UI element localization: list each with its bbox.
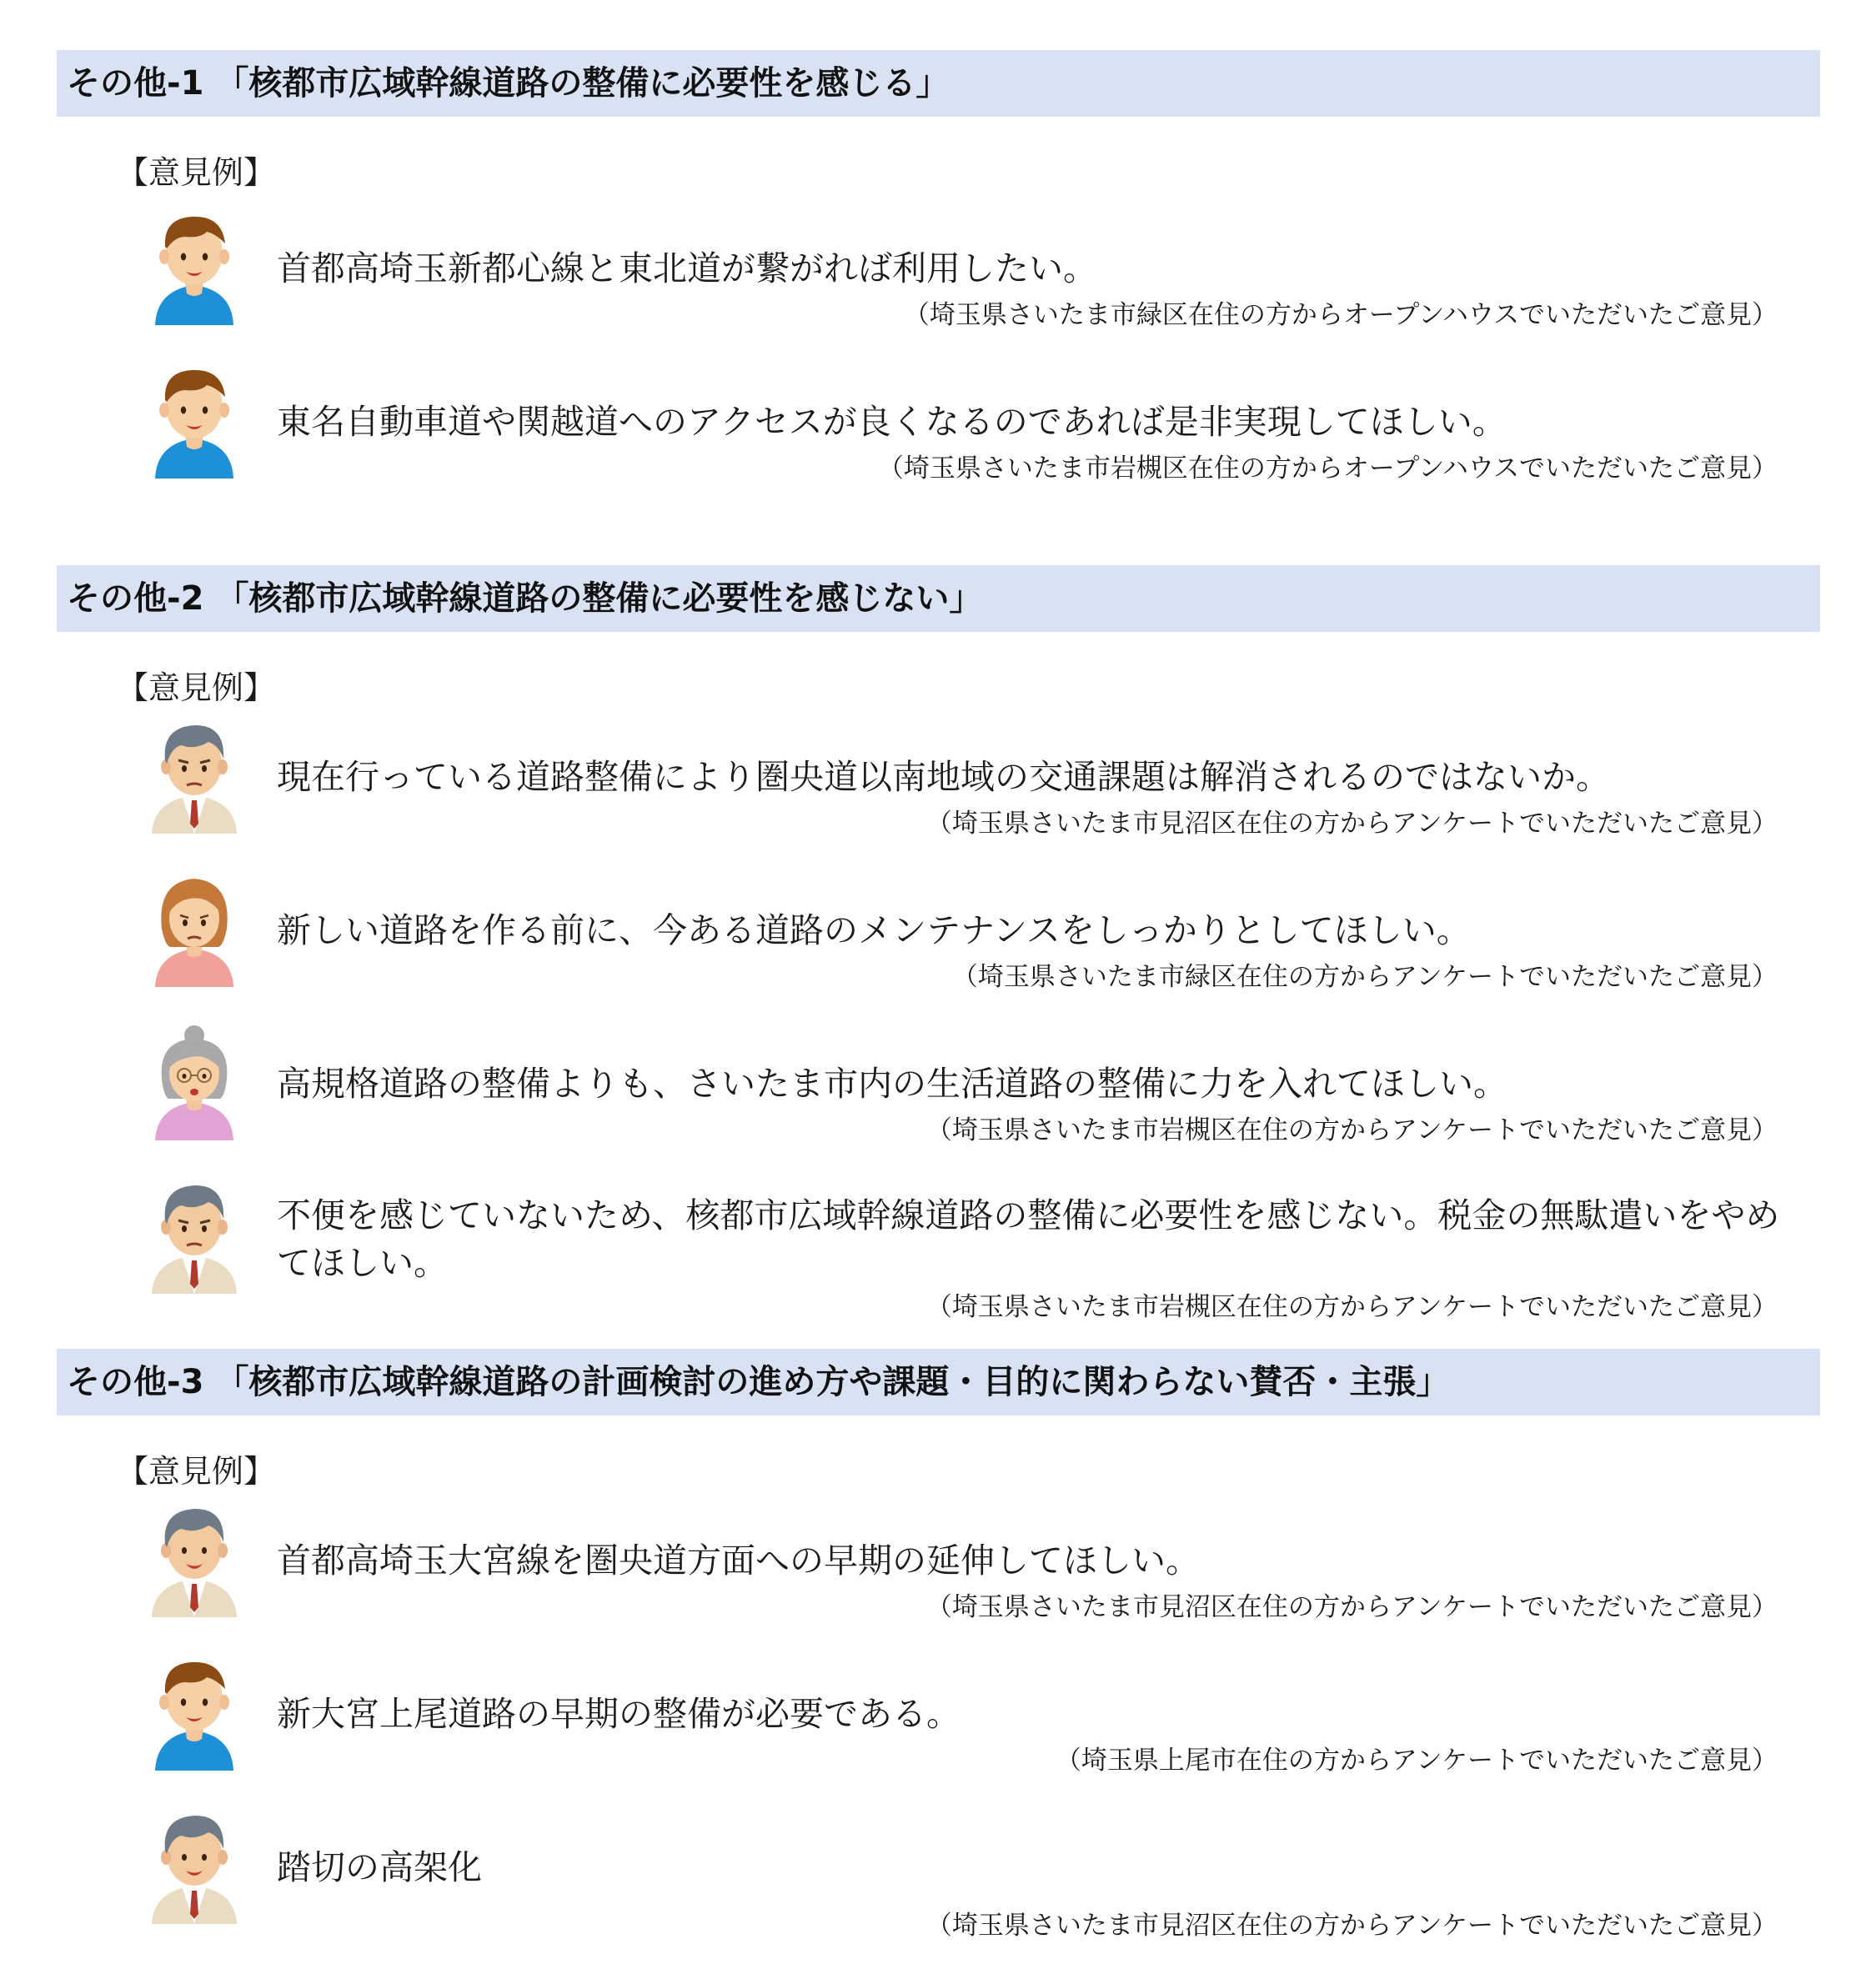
section-title: その他-2 「核都市広域幹線道路の整備に必要性を感じない」 (67, 579, 983, 618)
opinion-source: （埼玉県さいたま市見沼区在住の方からアンケートでいただいたご意見） (925, 809, 1778, 839)
young-man-blue-icon (148, 208, 240, 325)
young-man-blue-icon (148, 1654, 240, 1771)
section-header (57, 1349, 1820, 1415)
opinion-source: （埼玉県さいたま市岩槻区在住の方からアンケートでいただいたご意見） (925, 1292, 1778, 1322)
opinion-text: 現在行っている道路整備により圏央道以南地域の交通課題は解消されるのではないか。 (277, 757, 1610, 797)
opinion-source: （埼玉県さいたま市岩槻区在住の方からオープンハウスでいただいたご意見） (877, 453, 1778, 483)
opinion-text: 踏切の高架化 (277, 1847, 482, 1887)
older-man-worried-icon (148, 1177, 240, 1294)
opinion-text: 首都高埼玉新都心線と東北道が繋がれば利用したい。 (277, 248, 1097, 288)
opinion-source: （埼玉県さいたま市見沼区在住の方からアンケートでいただいたご意見） (925, 1592, 1778, 1622)
opinion-text: 不便を感じていないため、核都市広域幹線道路の整備に必要性を感じない。税金の無駄遣いをやめてほしい。 (277, 1195, 1780, 1283)
examples-label: 【意見例】 (117, 1453, 276, 1490)
examples-label: 【意見例】 (117, 154, 276, 191)
opinion-text: 新大宮上尾道路の早期の整備が必要である。 (277, 1694, 961, 1734)
opinion-text: 新しい道路を作る前に、今ある道路のメンテナンスをしっかりとしてほしい。 (277, 910, 1471, 950)
opinion-source: （埼玉県さいたま市緑区在住の方からオープンハウスでいただいたご意見） (903, 300, 1778, 330)
opinion-source: （埼玉県さいたま市岩槻区在住の方からアンケートでいただいたご意見） (925, 1115, 1778, 1145)
elderly-woman-icon (148, 1024, 240, 1140)
section-header (57, 565, 1820, 632)
opinion-text: 高規格道路の整備よりも、さいたま市内の生活道路の整備に力を入れてほしい。 (277, 1064, 1507, 1104)
examples-label: 【意見例】 (117, 669, 276, 706)
section-header (57, 50, 1820, 117)
section-title: その他-1 「核都市広域幹線道路の整備に必要性を感じる」 (67, 64, 950, 103)
section-title: その他-3 「核都市広域幹線道路の計画検討の進め方や課題・目的に関わらない賛否・主張」 (67, 1363, 1450, 1401)
young-man-blue-icon (148, 362, 240, 478)
opinion-source: （埼玉県さいたま市緑区在住の方からアンケートでいただいたご意見） (951, 962, 1778, 992)
opinion-source: （埼玉県上尾市在住の方からアンケートでいただいたご意見） (1055, 1746, 1778, 1776)
opinion-text: 東名自動車道や関越道へのアクセスが良くなるのであれば是非実現してほしい。 (277, 402, 1507, 442)
opinion-source: （埼玉県さいたま市見沼区在住の方からアンケートでいただいたご意見） (925, 1911, 1778, 1941)
older-man-smiling-icon (148, 1807, 240, 1924)
woman-worried-icon (148, 870, 240, 987)
older-man-worried-icon (148, 717, 240, 834)
opinion-text: 首都高埼玉大宮線を圏央道方面への早期の延伸してほしい。 (277, 1541, 1200, 1581)
older-man-smiling-icon (148, 1501, 240, 1617)
